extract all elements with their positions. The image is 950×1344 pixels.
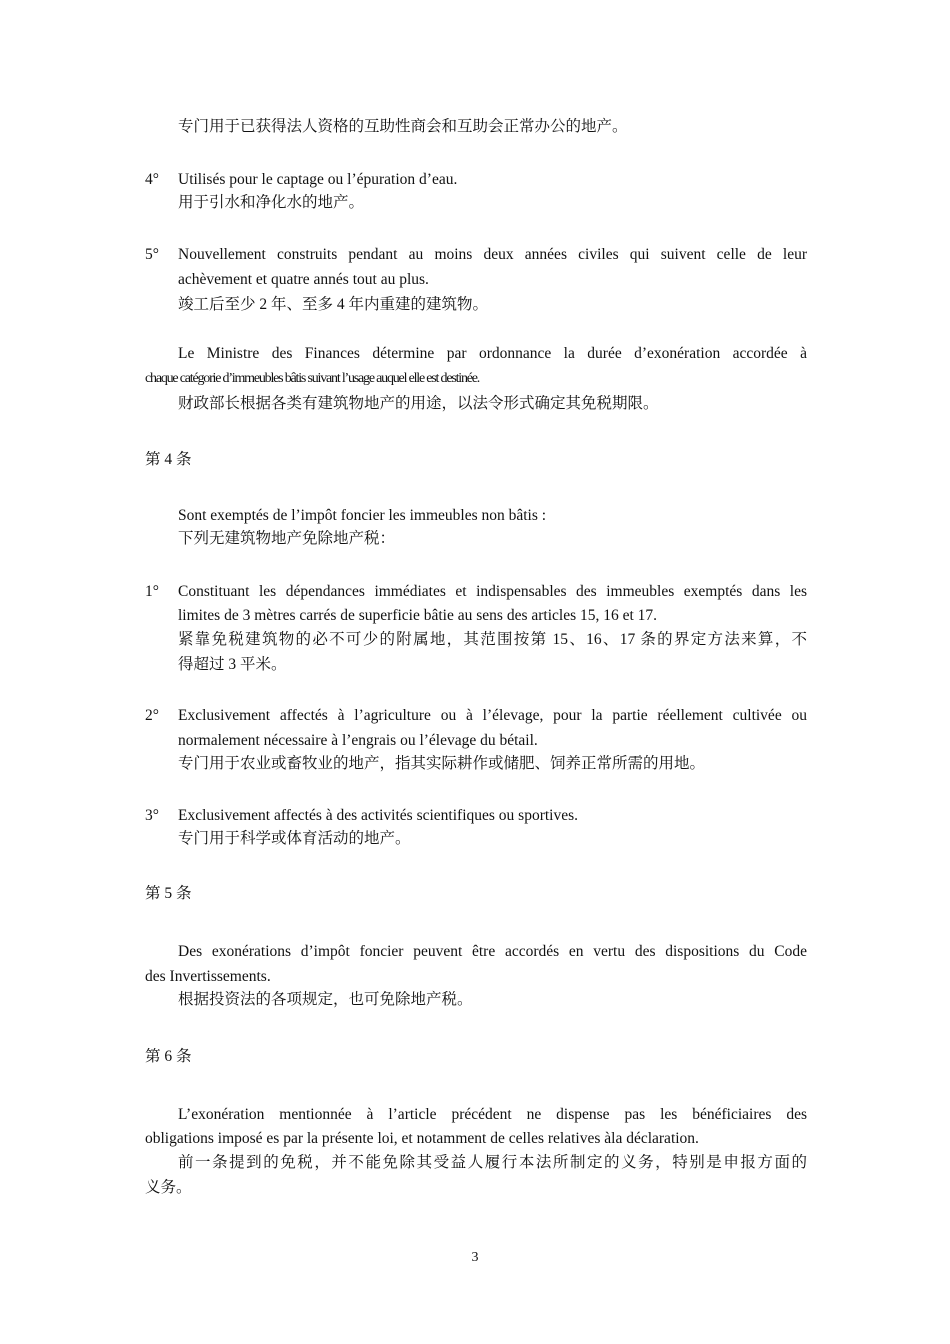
art4-item2-cn: 专门用于农业或畜牧业的地产，指其实际耕作或储肥、饲养正常所需的用地。 xyxy=(178,755,706,772)
ministre-fr-line1: Le Ministre des Finances détermine par ordonnance la durée d’exonération accordée à xyxy=(178,345,807,362)
art4-item2-number: 2° xyxy=(145,707,159,724)
item5-number: 5° xyxy=(145,246,159,263)
art4-item3-fr: Exclusivement affectés à des activités scientifiques ou sportives. xyxy=(178,807,579,824)
item4-cn: 用于引水和净化水的地产。 xyxy=(178,194,365,211)
ministre-fr-line2: chaque catégorie d’immeubles bâtis suivant l’usage auquel elle est destinée. xyxy=(145,371,480,386)
art4-item3-number: 3° xyxy=(145,807,159,824)
article-5-heading: 第 5 条 xyxy=(145,885,192,902)
art4-item1-number: 1° xyxy=(145,583,159,600)
item5-cn: 竣工后至少 2 年、至多 4 年内重建的建筑物。 xyxy=(178,296,489,313)
art6-cn-line1: 前一条提到的免税，并不能免除其受益人履行本法所制定的义务，特别是申报方面的 xyxy=(178,1154,807,1171)
art5-fr-line1: Des exonérations d’impôt foncier peuvent être accordés en vertu des dispositions du Code xyxy=(178,943,807,960)
art5-cn: 根据投资法的各项规定，也可免除地产税。 xyxy=(178,991,473,1008)
art6-cn-line2: 义务。 xyxy=(145,1179,192,1196)
art4-item1-cn-line1: 紧靠免税建筑物的必不可少的附属地，其范围按第 15、16、17 条的界定方法来算，不 xyxy=(178,631,807,648)
ministre-cn: 财政部长根据各类有建筑物地产的用途，以法令形式确定其免税期限。 xyxy=(178,395,659,412)
article-6-heading: 第 6 条 xyxy=(145,1048,192,1065)
art5-fr-line2: des Invertissements. xyxy=(145,968,271,985)
page-number: 3 xyxy=(471,1250,479,1265)
art4-item2-fr-line1: Exclusivement affectés à l’agriculture ou à l’élevage, pour la partie réellement cultivée ou xyxy=(178,707,807,724)
item4-fr: Utilisés pour le captage ou l’épuration d’eau. xyxy=(178,171,458,188)
art4-item1-fr-line1: Constituant les dépendances immédiates et indispensables des immeubles exemptés dans les xyxy=(178,583,807,600)
item4-number: 4° xyxy=(145,171,159,188)
item5-fr-line1: Nouvellement construits pendant au moins deux années civiles qui suivent celle de leur xyxy=(178,246,807,263)
art4-item1-fr-line2: limites de 3 mètres carrés de superficie bâtie au sens des articles 15, 16 et 17. xyxy=(178,607,658,624)
item5-fr-line2: achèvement et quatre annés tout au plus. xyxy=(178,271,429,288)
art4-item3-cn: 专门用于科学或体育活动的地产。 xyxy=(178,830,411,847)
art6-fr-line1: L’exonération mentionnée à l’article précédent ne dispense pas les bénéficiaires des xyxy=(178,1106,807,1123)
intro-cn: 专门用于已获得法人资格的互助性商会和互助会正常办公的地产。 xyxy=(178,118,628,135)
art4-item2-fr-line2: normalement nécessaire à l’engrais ou l’élevage du bétail. xyxy=(178,732,538,749)
art4-item1-cn-line2: 得超过 3 平米。 xyxy=(178,656,287,673)
art6-fr-line2: obligations imposé es par la présente loi, et notamment de celles relatives àla déclaration. xyxy=(145,1130,699,1147)
article-4-heading: 第 4 条 xyxy=(145,451,192,468)
art4-intro-cn: 下列无建筑物地产免除地产税： xyxy=(178,530,396,547)
art4-intro-fr: Sont exemptés de l’impôt foncier les immeubles non bâtis : xyxy=(178,507,547,524)
